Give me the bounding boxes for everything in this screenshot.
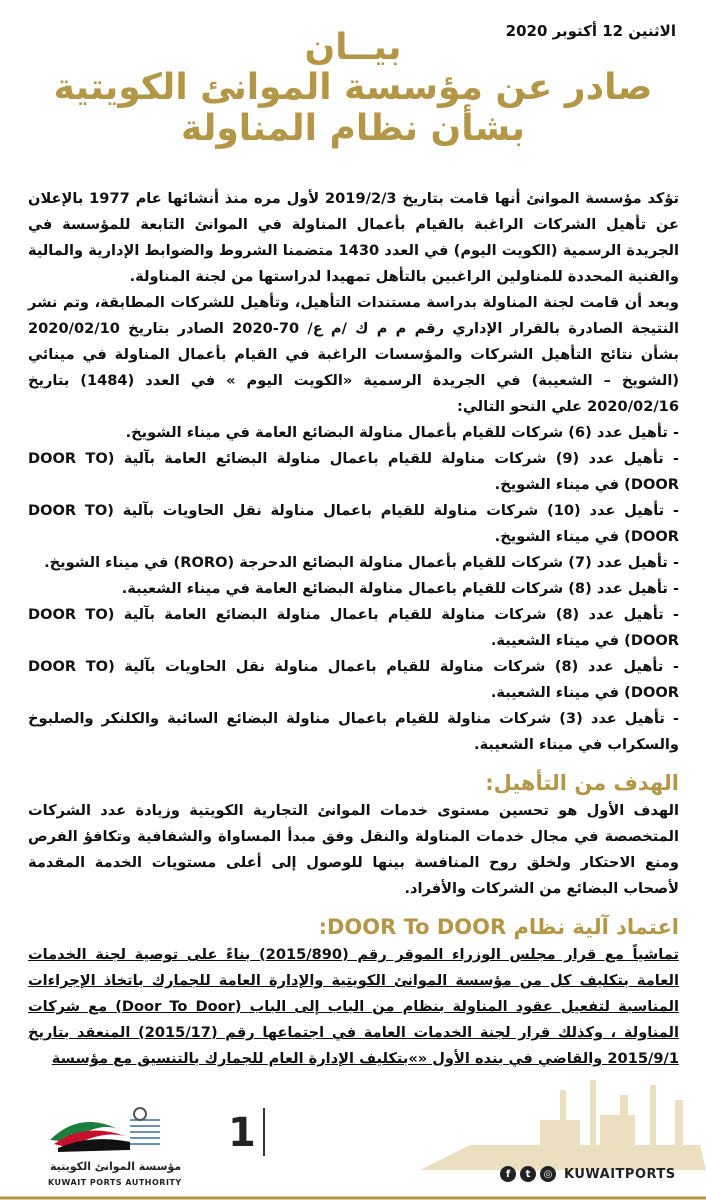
instagram-icon[interactable]: ◎ [540,1166,556,1182]
title-line-1: بيــان [304,27,402,68]
goal-text: الهدف الأول هو تحسين مستوى خدمات الموانئ التجارية الكويتية وزيادة عدد الشركات المتخصصة في مجال خدمات المناولة والنقل وفق مبدأ المساواة والشفافية وتكافؤ الفرص ومنع الاحتكار ولخلق روح المنافسة بينها للوصول إلى أعلى مستويات الخدمة المقدمة لأصحاب البضائع من الشركات والأفراد. [28,802,679,897]
page-number: 1 [228,1110,256,1156]
door-to-door-heading: اعتماد آلية نظام DOOR To DOOR: [318,915,679,939]
door-to-door-text: تماشياً مع قرار مجلس الوزراء الموقر رقم (2015/890) بناءً على توصية لجنة الخدمات العامة بتكليف كل من مؤسسة الموانئ الكويتية والإدارة العامة للجمارك باتخاذ الإجراءات المناسبة لتفعيل عقود المناولة بنظام من الباب إلى الباب (Door To Door) مع شركات المناولة ، وكذلك قرار لجنة الخدمات العامة في اجتماعها رقم (2015/17) المنعقد بتاريخ 2015/9/1 والقاضي في بنده الأول «»بتكليف الإدارة العام للجمارك بالتنسيق مع مؤسسة [28,946,679,1067]
intro-paragraph: تؤكد مؤسسة الموانئ أنها قامت بتاريخ 2019/2/3 لأول مره منذ أنشائها عام 1977 بالإعلان عن تأهيل الشركات الراغبة بالقيام بأعمال المناولة في الموانئ التابعة للمؤسسة في الجريدة الرسمية (الكويت اليوم) في العدد 1430 متضمنا الشروط والضوابط الإدارية والمالية والفنية المحددة للمناولين الراغبين بالتأهل تمهيدا لدراستها من لجنة المناولة. [28,190,679,285]
statement-date: الاثنين 12 أكتوبر 2020 [505,22,676,40]
footer-divider [263,1108,265,1156]
bullet-item: - تأهيل عدد (3) شركات مناولة للقيام باعمال مناولة البضائع السائبة والكلنكر والصلبوخ والسكراب في ميناء الشعيبة. [28,710,679,753]
social-handles [500,1166,676,1182]
social-handle[interactable]: KUWAITPORTS [564,1166,676,1182]
twitter-icon[interactable]: t [520,1166,536,1182]
statement-body [28,186,679,1072]
logo-english-text: KUWAIT PORTS AUTHORITY [48,1178,182,1187]
goal-heading: الهدف من التأهيل: [485,771,679,795]
bullet-item: - تأهيل عدد (10) شركات مناولة للقيام باعمال مناولة نقل الحاويات بآلية (DOOR TO DOOR) في ميناء الشويخ. [28,502,679,545]
bullet-item: - تأهيل عدد (8) شركات مناولة للقيام باعمال مناولة البضائع العامة بآلية (DOOR TO DOOR) في ميناء الشعيبة. [28,606,679,649]
bullet-item: - تأهيل عدد (8) شركات مناولة للقيام باعمال مناولة نقل الحاويات بآلية (DOOR TO DOOR) في ميناء الشعيبة. [28,658,679,701]
logo-arabic-text: مؤسسة الموانئ الكويتية [50,1160,182,1173]
second-paragraph: وبعد أن قامت لجنة المناولة بدراسة مستندات التأهيل، وتأهيل للشركات المطابقة، وتم نشر النتيجة الصادرة بالقرار الإداري رقم م م ك /م ع/ 70-2020 الصادر بتاريخ 2020/02/10 بشأن نتائج التأهيل الشركات والمؤسسات الراغبة في القيام بأعمال المناولة في مينائي (الشويخ – الشعيبة) في الجريدة الرسمية «الكويت اليوم » في العدد (1484) بتاريخ 2020/02/16 علي النحو التالي: [28,294,680,415]
bullet-item: - تأهيل عدد (7) شركات للقيام بأعمال مناولة البضائع الدحرجة (RORO) في ميناء الشويخ. [44,554,679,571]
bullet-item: - تأهيل عدد (6) شركات للقيام بأعمال مناولة البضائع العامة في ميناء الشويخ. [125,424,679,441]
title-line-3: بشأن نظام المناولة [181,107,525,149]
kuwait-ports-logo [40,1100,170,1160]
facebook-icon[interactable]: f [500,1166,516,1182]
title-line-2: صادر عن مؤسسة الموانئ الكويتية [53,67,653,109]
bullet-item: - تأهيل عدد (8) شركات للقيام باعمال مناولة البضائع العامة في ميناء الشعيبة. [121,580,679,597]
bullet-item: - تأهيل عدد (9) شركات مناولة للقيام باعمال مناولة البضائع العامة بآلية (DOOR TO DOOR) في ميناء الشويخ. [28,450,679,493]
statement-title [0,28,706,149]
